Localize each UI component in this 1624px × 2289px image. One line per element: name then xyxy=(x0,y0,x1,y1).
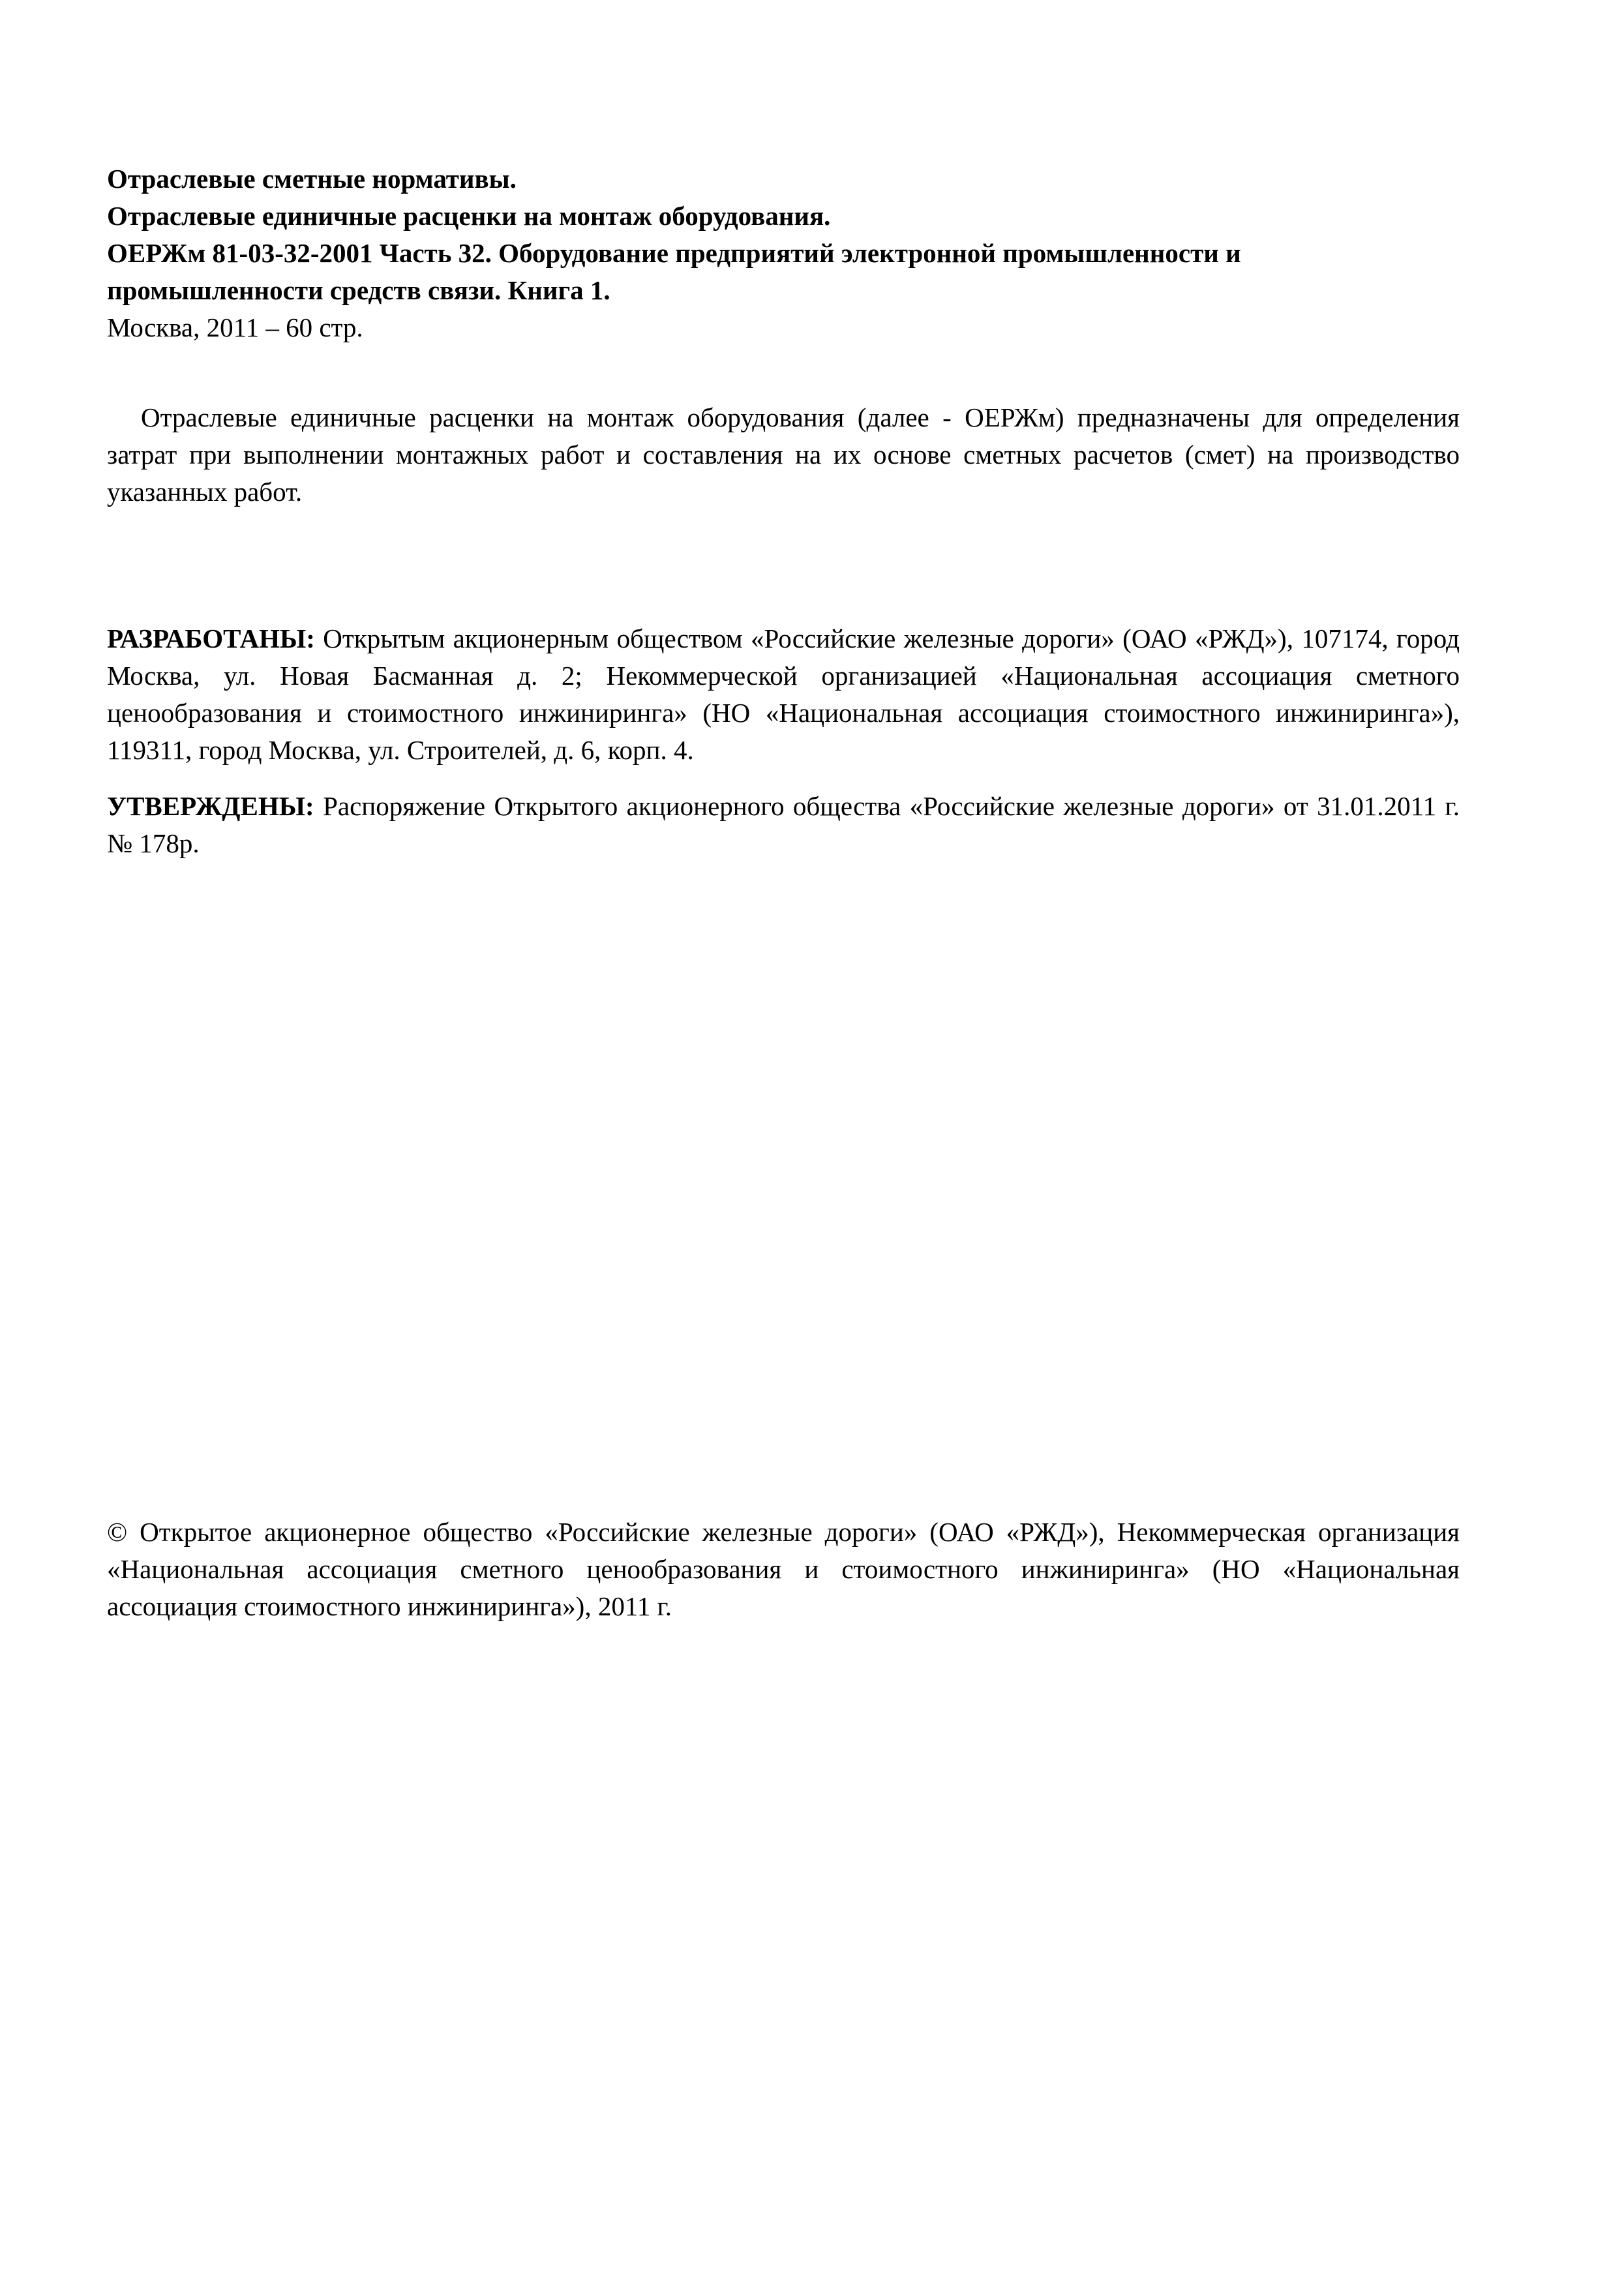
copyright-notice: © Открытое акционерное общество «Российские железные дороги» (ОАО «РЖД»), Некоммерческая организация «Национальная ассоциация сметного ценообразования и стоимостного инжиниринга» (НО «Национальная ассоциация стоимостного инжиниринга»), 2011 г. xyxy=(107,1517,1460,1621)
intro-paragraph: Отраслевые единичные расценки на монтаж оборудования (далее - ОЕРЖм) предназначены для определения затрат при выполнении монтажных работ и составления на их основе сметных расчетов (смет) на производство указанных работ. xyxy=(107,402,1460,507)
approved-by-paragraph xyxy=(107,788,1460,862)
series-title: Отраслевые сметные нормативы. xyxy=(107,164,517,194)
collection-title: Отраслевые единичные расценки на монтаж оборудования. xyxy=(107,201,831,231)
developed-by-label: РАЗРАБОТАНЫ: xyxy=(107,623,315,653)
approved-by-label: УТВЕРЖДЕНЫ: xyxy=(107,791,314,821)
approved-by-text: Распоряжение Открытого акционерного общества «Российские железные дороги» от 31.01.2011 г. № 178р. xyxy=(107,791,1460,858)
developed-by-text: Открытым акционерным обществом «Российские железные дороги» (ОАО «РЖД»), 107174, город Москва, ул. Новая Басманная д. 2; Некоммерческой организацией «Национальная ассоциация сметного ценообразования и стоимостного инжиниринга» (НО «Национальная ассоциация стоимостного инжиниринга»), 119311, город Москва, ул. Строителей, д. 6, корп. 4. xyxy=(107,623,1460,765)
developed-by-paragraph xyxy=(107,620,1460,769)
title-block xyxy=(107,160,1460,346)
document-title: ОЕРЖм 81-03-32-2001 Часть 32. Оборудование предприятий электронной промышленности и промышленности средств связи. Книга 1. xyxy=(107,238,1241,305)
imprint: Москва, 2011 – 60 стр. xyxy=(107,312,363,342)
